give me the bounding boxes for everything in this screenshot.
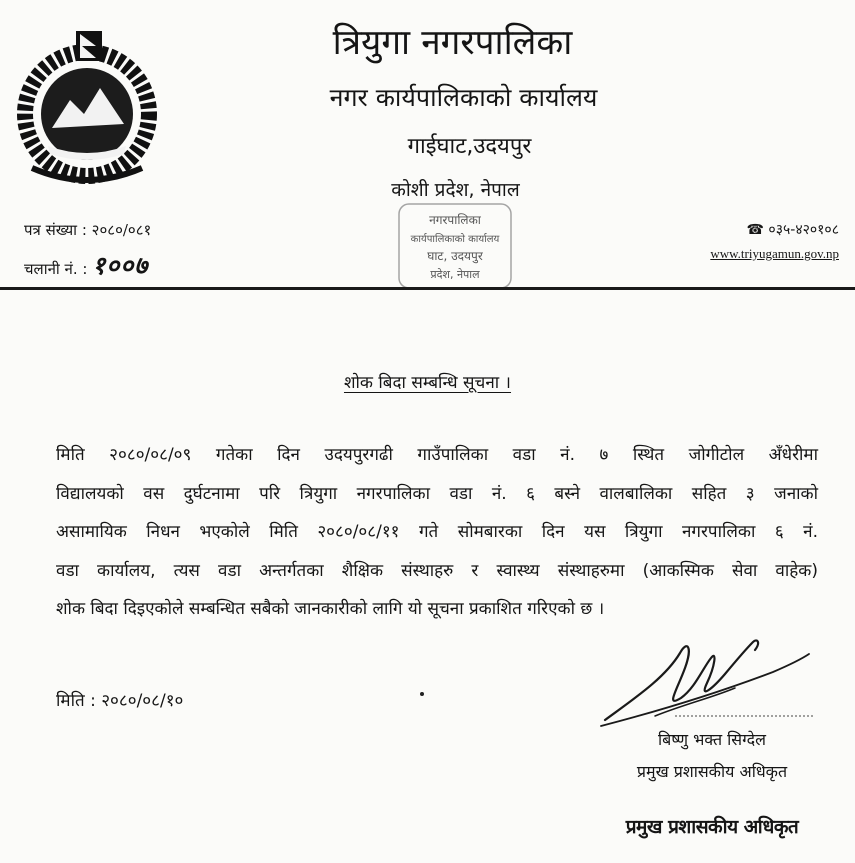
- date-value: २०८०/०८/१०: [101, 691, 184, 711]
- chalani-label: चलानी नं. :: [24, 260, 88, 278]
- patra-sankhya: [24, 220, 151, 240]
- province-name: कोशी प्रदेश, नेपाल: [391, 179, 520, 201]
- notice-line: मिति २०८०/०८/०९ गतेका दिन उदयपुरगढी गाउँपालिका वडा नं. ७ स्थित जोगीटोल अँधेरीमा: [56, 445, 818, 465]
- office-address: गाईघाट,उदयपुर: [407, 134, 532, 159]
- notice-body: [56, 436, 818, 629]
- stamp-line-4: प्रदेश, नेपाल: [430, 268, 480, 281]
- office-stamp: [395, 200, 515, 292]
- municipality-name: त्रियुगा नगरपालिका: [332, 23, 573, 63]
- date-label: मिति :: [56, 691, 96, 711]
- header-divider: [0, 287, 855, 290]
- notice-line: शोक बिदा दिइएकोले सम्बन्धित सबैको जानकारीको लागि यो सूचना प्रकाशित गरिएको छ ।: [56, 599, 605, 619]
- phone-icon: ☎: [746, 222, 764, 238]
- phone-line: [747, 220, 839, 239]
- chalani-value: १००७: [92, 251, 149, 280]
- patra-sankhya-value: २०८०/०८१: [91, 221, 152, 239]
- notice-line: विद्यालयको वस दुर्घटनामा परि त्रियुगा नगरपालिका वडा नं. ६ बस्ने वालबालिका सहित ३ जनाको: [56, 483, 818, 504]
- notice-subject-text: शोक बिदा सम्बन्धि सूचना ।: [343, 373, 512, 393]
- office-name: नगर कार्यपालिकाको कार्यालय: [329, 83, 598, 112]
- notice-date: [56, 688, 183, 711]
- ink-dot: [420, 692, 424, 696]
- stamp-line-2: कार्यपालिकाको कार्यालय: [410, 234, 500, 245]
- stamp-line-3: घाट, उदयपुर: [427, 249, 483, 263]
- notice-subject: [0, 370, 855, 393]
- notice-line: असामायिक निधन भएकोले मिति २०८०/०८/११ गते सोमबारका दिन यस त्रियुगा नगरपालिका ६ नं.: [56, 522, 818, 542]
- notice-line: वडा कार्यालय, त्यस वडा अन्तर्गतका शैक्षिक संस्थाहरु र स्वास्थ्य संस्थाहरुमा (आकस्मिक सेवा वाहेक): [56, 560, 818, 581]
- phone-number: ०३५-४२०१०८: [768, 222, 839, 238]
- signatory-designation: प्रमुख प्रशासकीय अधिकृत: [636, 762, 788, 781]
- designation-stamp: प्रमुख प्रशासकीय अधिकृत: [625, 816, 799, 838]
- handwritten-signature: [595, 628, 820, 738]
- website-line: [710, 246, 839, 262]
- patra-sankhya-label: पत्र संख्या :: [24, 221, 87, 239]
- chalani-number: [24, 248, 148, 282]
- website-link[interactable]: www.triyugamun.gov.np: [710, 246, 839, 261]
- stamp-line-1: नगरपालिका: [429, 213, 481, 227]
- signatory-name: बिष्णु भक्त सिग्देल: [658, 730, 766, 749]
